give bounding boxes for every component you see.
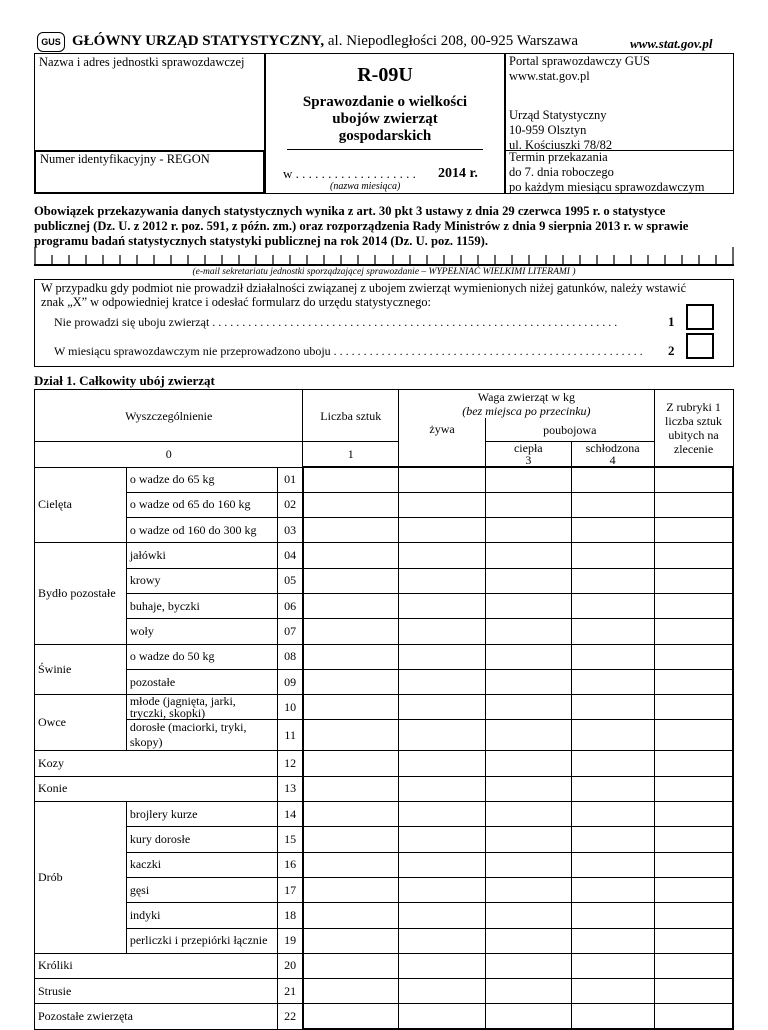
- table-row: [35, 1004, 734, 1029]
- input-cell[interactable]: [399, 953, 486, 978]
- table-row: [35, 695, 734, 720]
- row-number: 08: [278, 644, 303, 669]
- table-row: [35, 979, 734, 1004]
- input-cell[interactable]: [485, 903, 571, 928]
- deadline-line2: do 7. dnia roboczego: [509, 165, 614, 179]
- header-institution: [72, 33, 578, 50]
- input-cell[interactable]: [654, 827, 733, 852]
- input-cell[interactable]: [485, 1004, 571, 1029]
- legal-line2: publicznej (Dz. U. z 2012 r. poz. 591, z późn. zm.) oraz rozporządzenia Rady Ministrów z dnia 9 sierpnia 2013 r. w sprawie: [34, 219, 689, 233]
- table-row: [35, 877, 734, 902]
- row-label: jałówki: [126, 543, 278, 568]
- office-line1: Urząd Statystyczny: [509, 108, 607, 122]
- row-label: woły: [126, 619, 278, 644]
- row-label: o wadze od 160 do 300 kg: [126, 518, 278, 543]
- input-cell[interactable]: [303, 928, 399, 953]
- regon-label: Numer identyfikacyjny - REGON: [40, 152, 210, 166]
- input-cell[interactable]: [571, 518, 654, 543]
- table-row: [35, 827, 734, 852]
- input-cell[interactable]: [399, 827, 486, 852]
- input-cell[interactable]: [571, 928, 654, 953]
- email-hint: (e-mail sekretariatu jednostki sporządzającej sprawozdanie – WYPEŁNIAĆ WIELKIMI LITERAMI ): [192, 267, 576, 277]
- row-number: 10: [278, 695, 303, 720]
- header-count: Liczba sztuk: [303, 390, 399, 442]
- input-cell[interactable]: [485, 827, 571, 852]
- input-cell[interactable]: [571, 568, 654, 593]
- form-title-line1: Sprawozdanie o wielkości: [302, 94, 468, 110]
- form-code: R-09U: [357, 64, 413, 86]
- header-specification: Wyszczególnienie: [35, 390, 303, 442]
- input-cell[interactable]: [399, 593, 486, 618]
- table-row: [35, 903, 734, 928]
- input-cell[interactable]: [571, 776, 654, 801]
- input-cell[interactable]: [485, 467, 571, 492]
- input-cell[interactable]: [303, 720, 399, 751]
- col-index-4: 4: [609, 453, 616, 467]
- office-info: [509, 108, 612, 153]
- header-weight-title: Waga zwierząt w kg: [477, 390, 576, 404]
- row-label: brojlery kurze: [126, 802, 278, 827]
- row-label: o wadze do 50 kg: [126, 644, 278, 669]
- input-cell[interactable]: [303, 669, 399, 694]
- deadline-line1: Termin przekazania: [509, 150, 608, 164]
- group-label: Świnie: [35, 644, 127, 695]
- input-cell[interactable]: [485, 802, 571, 827]
- input-cell[interactable]: [654, 928, 733, 953]
- row-number: 01: [278, 467, 303, 492]
- table-row: [35, 669, 734, 694]
- header-contract-line1: Z rubryki 1: [666, 400, 721, 414]
- input-cell[interactable]: [399, 695, 486, 720]
- input-cell[interactable]: [303, 802, 399, 827]
- input-cell[interactable]: [303, 593, 399, 618]
- input-cell[interactable]: [399, 776, 486, 801]
- input-cell[interactable]: [399, 1004, 486, 1029]
- input-cell[interactable]: [654, 953, 733, 978]
- input-cell[interactable]: [571, 619, 654, 644]
- row-label: dorosłe (maciorki, tryki, skopy): [126, 720, 278, 751]
- row-number: 02: [278, 492, 303, 517]
- input-cell[interactable]: [654, 979, 733, 1004]
- group-label: Cielęta: [35, 467, 127, 543]
- input-cell[interactable]: [303, 1004, 399, 1029]
- input-cell[interactable]: [399, 802, 486, 827]
- input-cell[interactable]: [571, 695, 654, 720]
- input-cell[interactable]: [654, 543, 733, 568]
- table-row: [35, 852, 734, 877]
- input-cell[interactable]: [485, 720, 571, 751]
- input-cell[interactable]: [303, 518, 399, 543]
- input-cell[interactable]: [399, 720, 486, 751]
- row-number: 16: [278, 852, 303, 877]
- row-number: 03: [278, 518, 303, 543]
- input-cell[interactable]: [399, 543, 486, 568]
- table-row: [35, 644, 734, 669]
- input-cell[interactable]: [485, 877, 571, 902]
- table-row: [35, 467, 734, 492]
- input-cell[interactable]: [571, 877, 654, 902]
- input-cell[interactable]: [654, 776, 733, 801]
- row-number: 21: [278, 979, 303, 1004]
- email-input-grid[interactable]: [34, 247, 734, 266]
- slaughter-table: [34, 389, 734, 1030]
- input-cell[interactable]: [303, 903, 399, 928]
- input-cell[interactable]: [485, 543, 571, 568]
- row-label: młode (jagnięta, jarki, tryczki, skopki): [126, 695, 278, 720]
- row-label: Króliki: [35, 953, 278, 978]
- input-cell[interactable]: [399, 568, 486, 593]
- row-label: perliczki i przepiórki łącznie: [126, 928, 278, 953]
- col-index-0: 0: [35, 442, 303, 468]
- input-cell[interactable]: [571, 720, 654, 751]
- portal-line1: Portal sprawozdawczy GUS: [509, 54, 650, 68]
- row-label: Strusie: [35, 979, 278, 1004]
- row-number: 14: [278, 802, 303, 827]
- input-cell[interactable]: [399, 928, 486, 953]
- header-cold-label: schłodzona: [585, 441, 640, 455]
- report-year: 2014 r.: [438, 166, 478, 181]
- header-post: poubojowa: [485, 418, 654, 442]
- row-label: Kozy: [35, 751, 278, 776]
- institution-address: al. Niepodległości 208, 00-925 Warszawa: [324, 33, 579, 49]
- input-cell[interactable]: [485, 644, 571, 669]
- row-label: krowy: [126, 568, 278, 593]
- input-cell[interactable]: [654, 518, 733, 543]
- input-cell[interactable]: [399, 467, 486, 492]
- input-cell[interactable]: [399, 619, 486, 644]
- input-cell[interactable]: [571, 467, 654, 492]
- header-warm: [485, 442, 571, 468]
- legal-line1: Obowiązek przekazywania danych statystycznych wynika z art. 30 pkt 3 ustawy z dnia 29 czerwca 1995 r. o statystyce: [34, 204, 666, 218]
- input-cell[interactable]: [303, 543, 399, 568]
- header-weight: [399, 390, 654, 419]
- input-cell[interactable]: [303, 492, 399, 517]
- option1-checkbox[interactable]: [686, 304, 714, 330]
- table-row: [35, 720, 734, 751]
- table-row: [35, 492, 734, 517]
- row-label: o wadze od 65 do 160 kg: [126, 492, 278, 517]
- form-title: [265, 94, 505, 145]
- input-cell[interactable]: [399, 492, 486, 517]
- table-row: [35, 802, 734, 827]
- gus-logo: GUS: [37, 32, 65, 52]
- row-label: kury dorosłe: [126, 827, 278, 852]
- input-cell[interactable]: [485, 492, 571, 517]
- input-cell[interactable]: [303, 776, 399, 801]
- input-cell[interactable]: [485, 619, 571, 644]
- header-weight-note: (bez miejsca po przecinku): [462, 404, 591, 418]
- row-number: 19: [278, 928, 303, 953]
- input-cell[interactable]: [571, 827, 654, 852]
- header-warm-label: ciepła: [513, 441, 543, 455]
- input-cell[interactable]: [654, 568, 733, 593]
- portal-line2[interactable]: www.stat.gov.pl: [509, 69, 590, 83]
- row-label: o wadze do 65 kg: [126, 467, 278, 492]
- month-hint: (nazwa miesiąca): [330, 181, 401, 192]
- input-cell[interactable]: [571, 669, 654, 694]
- row-label: gęsi: [126, 877, 278, 902]
- row-label: Pozostałe zwierzęta: [35, 1004, 278, 1029]
- option-no-slaughter-month: W miesiącu sprawozdawczym nie przeprowadzono uboju . . . . . . . . . . . . . . . . . . . . . . . . . . . . . . . . . . . . . . . . . . . . . . . . . . . .: [54, 344, 643, 358]
- input-cell[interactable]: [654, 1004, 733, 1029]
- input-cell[interactable]: [654, 751, 733, 776]
- legal-basis: [34, 204, 734, 249]
- row-label: buhaje, byczki: [126, 593, 278, 618]
- input-cell[interactable]: [303, 467, 399, 492]
- row-label: pozostałe: [126, 669, 278, 694]
- row-number: 09: [278, 669, 303, 694]
- input-cell[interactable]: [485, 852, 571, 877]
- row-label: indyki: [126, 903, 278, 928]
- input-cell[interactable]: [485, 518, 571, 543]
- regon-box[interactable]: [34, 150, 265, 194]
- portal-info: [509, 54, 650, 84]
- row-label: Konie: [35, 776, 278, 801]
- month-field[interactable]: [283, 166, 416, 182]
- input-cell[interactable]: [571, 802, 654, 827]
- deadline-line3: po każdym miesiącu sprawozdawczym: [509, 180, 705, 194]
- form-title-line3: gospodarskich: [338, 128, 432, 144]
- unit-name-label: Nazwa i adres jednostki sprawozdawczej: [39, 55, 245, 69]
- input-cell[interactable]: [485, 953, 571, 978]
- input-cell[interactable]: [303, 619, 399, 644]
- row-label: kaczki: [126, 852, 278, 877]
- input-cell[interactable]: [485, 669, 571, 694]
- option2-checkbox[interactable]: [686, 333, 714, 359]
- institution-name: GŁÓWNY URZĄD STATYSTYCZNY,: [72, 33, 325, 49]
- table-row: [35, 776, 734, 801]
- table-row: [35, 619, 734, 644]
- input-cell[interactable]: [485, 751, 571, 776]
- input-cell[interactable]: [654, 669, 733, 694]
- input-cell[interactable]: [571, 751, 654, 776]
- input-cell[interactable]: [303, 644, 399, 669]
- table-row: [35, 751, 734, 776]
- table-row: [35, 928, 734, 953]
- table-row: [35, 568, 734, 593]
- group-label: Drób: [35, 802, 127, 954]
- office-line3: ul. Kościuszki 78/82: [509, 138, 613, 152]
- month-dots[interactable]: w . . . . . . . . . . . . . . . . . . .: [283, 166, 416, 181]
- input-cell[interactable]: [399, 518, 486, 543]
- input-cell[interactable]: [654, 593, 733, 618]
- title-divider: [287, 149, 483, 150]
- col-index-3: 3: [525, 453, 532, 467]
- input-cell[interactable]: [654, 720, 733, 751]
- input-cell[interactable]: [571, 903, 654, 928]
- section-title: Dział 1. Całkowity ubój zwierząt: [34, 373, 215, 388]
- table-row: [35, 953, 734, 978]
- input-cell[interactable]: [303, 877, 399, 902]
- group-label: Owce: [35, 695, 127, 751]
- input-cell[interactable]: [303, 568, 399, 593]
- row-number: 05: [278, 568, 303, 593]
- input-cell[interactable]: [571, 644, 654, 669]
- input-cell[interactable]: [399, 877, 486, 902]
- row-number: 22: [278, 1004, 303, 1029]
- row-number: 04: [278, 543, 303, 568]
- input-cell[interactable]: [654, 877, 733, 902]
- input-cell[interactable]: [399, 751, 486, 776]
- row-number: 06: [278, 593, 303, 618]
- deadline-info: [509, 150, 704, 195]
- header-contract-line3: ubitych na: [668, 428, 719, 442]
- input-cell[interactable]: [571, 953, 654, 978]
- option-no-slaughter: Nie prowadzi się uboju zwierząt . . . . . . . . . . . . . . . . . . . . . . . . . . . . . . . . . . . . . . . . . . . . . . . . . . . . . . . . . . . . . . . . . . . .: [54, 315, 618, 329]
- input-cell[interactable]: [654, 492, 733, 517]
- input-cell[interactable]: [303, 979, 399, 1004]
- unit-name-box[interactable]: [34, 53, 265, 151]
- input-cell[interactable]: [303, 953, 399, 978]
- header-website: www.stat.gov.pl: [630, 36, 713, 51]
- input-cell[interactable]: [654, 644, 733, 669]
- input-cell[interactable]: [303, 827, 399, 852]
- group-label: Bydło pozostałe: [35, 543, 127, 644]
- input-cell[interactable]: [399, 644, 486, 669]
- col-index-1: 1: [303, 442, 399, 468]
- legal-line3: programu badań statystycznych statystyki publicznej na rok 2014 (Dz. U. poz. 1159).: [34, 234, 488, 248]
- office-line2: 10-959 Olsztyn: [509, 123, 587, 137]
- input-cell[interactable]: [485, 979, 571, 1004]
- header-contract: [654, 390, 733, 468]
- form-title-line2: ubojów zwierząt: [332, 111, 438, 127]
- row-number: 18: [278, 903, 303, 928]
- input-cell[interactable]: [654, 852, 733, 877]
- header-contract-line4: zleceniе: [673, 442, 714, 456]
- input-cell[interactable]: [485, 568, 571, 593]
- input-cell[interactable]: [654, 619, 733, 644]
- input-cell[interactable]: [571, 593, 654, 618]
- input-cell[interactable]: [399, 979, 486, 1004]
- header-cold: [571, 442, 654, 468]
- input-cell[interactable]: [571, 492, 654, 517]
- input-cell[interactable]: [654, 802, 733, 827]
- input-cell[interactable]: [485, 593, 571, 618]
- row-number: 12: [278, 751, 303, 776]
- email-grid-lines: [34, 247, 734, 266]
- notice-line1: W przypadku gdy podmiot nie prowadził działalności związanej z ubojem zwierząt wymienionych niżej gatunków, należy wstawić: [41, 281, 687, 295]
- row-number: 07: [278, 619, 303, 644]
- option2-number: 2: [668, 343, 675, 358]
- header-contract-line2: liczba sztuk: [665, 414, 723, 428]
- input-cell[interactable]: [571, 979, 654, 1004]
- input-cell[interactable]: [303, 852, 399, 877]
- input-cell[interactable]: [485, 695, 571, 720]
- input-cell[interactable]: [485, 776, 571, 801]
- input-cell[interactable]: [303, 695, 399, 720]
- table-row: [35, 518, 734, 543]
- row-number: 11: [278, 720, 303, 751]
- row-number: 15: [278, 827, 303, 852]
- input-cell[interactable]: [654, 695, 733, 720]
- row-number: 20: [278, 953, 303, 978]
- input-cell[interactable]: [485, 928, 571, 953]
- input-cell[interactable]: [399, 903, 486, 928]
- table-row: [35, 593, 734, 618]
- option1-number: 1: [668, 314, 675, 329]
- header-live: żywa: [399, 418, 486, 467]
- table-row: [35, 543, 734, 568]
- input-cell[interactable]: [399, 669, 486, 694]
- input-cell[interactable]: [303, 751, 399, 776]
- row-number: 17: [278, 877, 303, 902]
- input-cell[interactable]: [571, 852, 654, 877]
- input-cell[interactable]: [399, 852, 486, 877]
- input-cell[interactable]: [571, 543, 654, 568]
- notice-line2: znak „X” w odpowiedniej kratce i odesłać formularz do urzędu statystycznego:: [41, 295, 431, 309]
- input-cell[interactable]: [654, 903, 733, 928]
- input-cell[interactable]: [654, 467, 733, 492]
- input-cell[interactable]: [571, 1004, 654, 1029]
- row-number: 13: [278, 776, 303, 801]
